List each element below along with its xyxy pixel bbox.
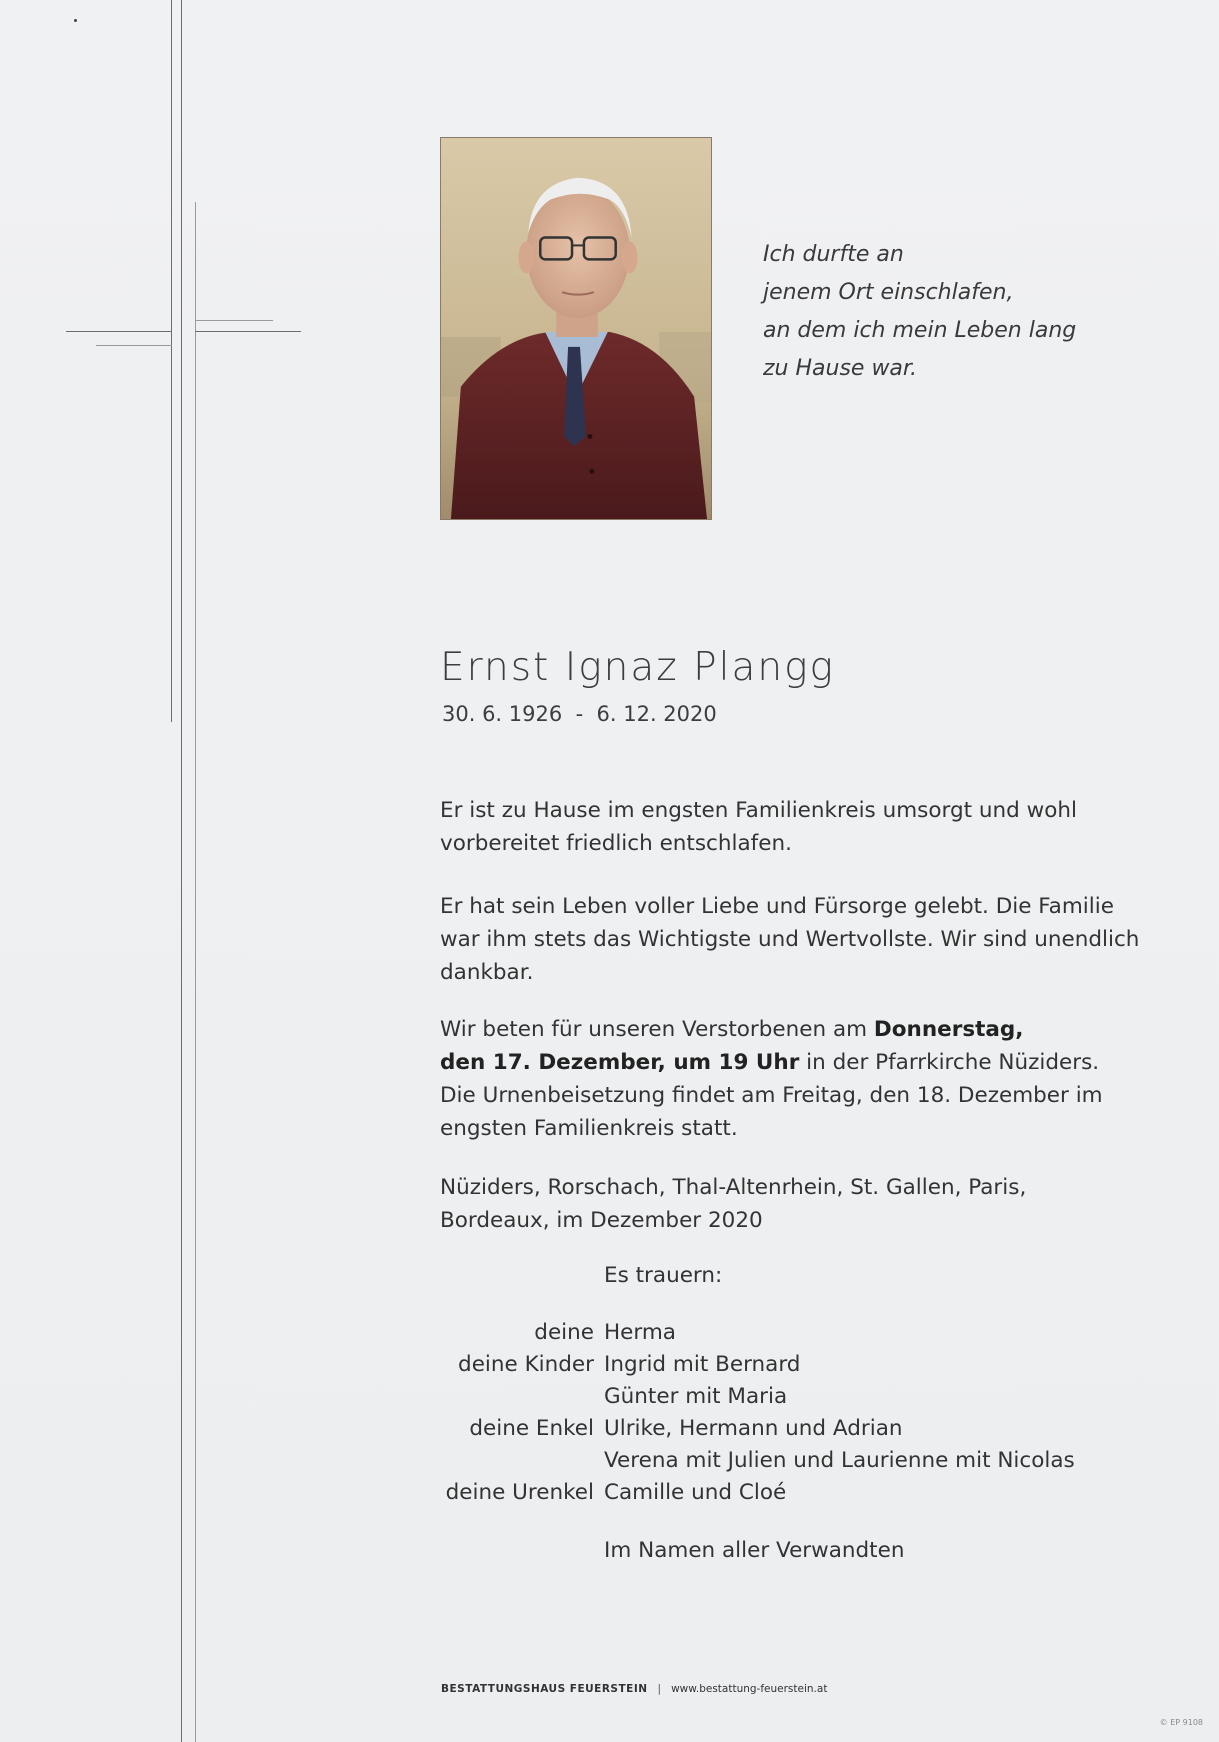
memorial-quote	[763, 236, 1076, 388]
paragraph-line: vorbereitet friedlich entschlafen.	[440, 831, 792, 856]
service-date-time: den 17. Dezember, um 19 Uhr	[440, 1050, 800, 1075]
cross-horizontal-right-short	[195, 320, 273, 321]
paragraph-line: Er ist zu Hause im engsten Familienkreis umsorgt und wohl	[440, 798, 1077, 823]
service-text: Wir beten für unseren Verstorbenen am	[440, 1017, 874, 1042]
service-location: in der Pfarrkirche Nüziders.	[799, 1050, 1100, 1075]
paragraph-line	[440, 1013, 1120, 1046]
deceased-name: Ernst Ignaz Plangg	[440, 645, 835, 690]
mourners-heading-row	[0, 1263, 1219, 1295]
mourners-heading: Es trauern:	[604, 1263, 723, 1288]
service-day: Donnerstag,	[873, 1017, 1024, 1042]
mourner-names: Herma	[604, 1320, 676, 1345]
paragraph-line: Die Urnenbeisetzung findet am Freitag, den 18. Dezember im	[440, 1083, 1103, 1108]
quote-line: zu Hause war.	[763, 356, 917, 381]
paragraph-places	[440, 1171, 1120, 1237]
paragraph-life	[440, 890, 1140, 989]
mourner-row	[0, 1448, 1219, 1480]
paragraph-line: dankbar.	[440, 960, 534, 985]
mourner-names: Günter mit Maria	[604, 1384, 788, 1409]
paragraph-line: Nüziders, Rorschach, Thal-Altenrhein, St. Gallen, Paris,	[440, 1175, 1027, 1200]
mourner-row	[0, 1384, 1219, 1416]
paragraph-line: Bordeaux, im Dezember 2020	[440, 1208, 763, 1233]
funeral-home-name: BESTATTUNGSHAUS FEUERSTEIN	[441, 1683, 648, 1695]
paragraph-passing	[440, 794, 1120, 860]
cross-horizontal-left-top	[66, 331, 172, 332]
paragraph-line: Er hat sein Leben voller Liebe und Fürsorge gelebt. Die Familie	[440, 894, 1114, 919]
footer	[441, 1683, 827, 1695]
mourner-names: Camille und Cloé	[604, 1480, 787, 1505]
mourner-row	[0, 1416, 1219, 1448]
paragraph-line: engsten Familienkreis statt.	[440, 1116, 738, 1141]
print-code: © EP 9108	[1159, 1718, 1203, 1727]
cross-horizontal-right-top	[195, 331, 301, 332]
paragraph-line	[440, 1046, 1120, 1079]
paragraph-service	[440, 1013, 1120, 1145]
cross-vertical-left	[171, 0, 172, 722]
cross-horizontal-left-bottom	[96, 345, 172, 346]
mourners-closing: Im Namen aller Verwandten	[604, 1538, 905, 1563]
mourner-row	[0, 1480, 1219, 1512]
quote-line: Ich durfte an	[763, 242, 904, 267]
quote-line: jenem Ort einschlafen,	[763, 280, 1014, 305]
paragraph-line: war ihm stets das Wichtigste und Wertvollste. Wir sind unendlich	[440, 927, 1140, 952]
mourner-names: Ingrid mit Bernard	[604, 1352, 801, 1377]
quote-line: an dem ich mein Leben lang	[763, 318, 1077, 343]
mourner-relation: deine	[534, 1320, 594, 1345]
mourner-names: Ulrike, Hermann und Adrian	[604, 1416, 903, 1441]
life-dates: 30. 6. 1926 - 6. 12. 2020	[442, 702, 717, 726]
portrait-illustration	[441, 138, 711, 519]
speck-mark	[74, 19, 77, 22]
footer-separator: |	[657, 1683, 662, 1695]
mourner-names: Verena mit Julien und Laurienne mit Nicolas	[604, 1448, 1075, 1473]
mourner-row	[0, 1352, 1219, 1384]
funeral-home-url[interactable]: www.bestattung-feuerstein.at	[671, 1683, 828, 1695]
mourner-relation: deine Enkel	[469, 1416, 594, 1441]
mourner-relation: deine Urenkel	[445, 1480, 594, 1505]
portrait-photo	[440, 137, 712, 520]
mourners-closing-row	[0, 1538, 1219, 1570]
mourner-row	[0, 1320, 1219, 1352]
mourner-relation: deine Kinder	[458, 1352, 594, 1377]
